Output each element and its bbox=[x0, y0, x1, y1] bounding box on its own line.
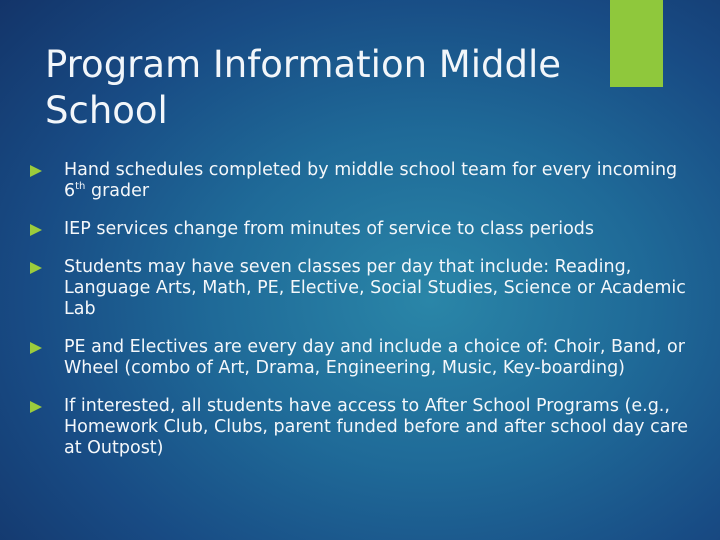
bullet-text: Students may have seven classes per day that include: Reading, Language Arts, Math, PE, Elective, Social Studies, Science or Academic Lab bbox=[64, 257, 686, 319]
bullet-item bbox=[30, 219, 690, 240]
bullet-text: Hand schedules completed by middle school team for every incoming 6 bbox=[64, 160, 678, 201]
bullet-list bbox=[30, 160, 690, 476]
slide-title: Program Information Middle School bbox=[45, 43, 562, 132]
bullet-item bbox=[30, 160, 690, 202]
triangle-bullet-icon bbox=[30, 165, 42, 177]
superscript: th bbox=[75, 181, 86, 193]
bullet-text: PE and Electives are every day and include a choice of: Choir, Band, or Wheel (combo of Art, Drama, Engineering, Music, Key-boarding) bbox=[64, 337, 685, 378]
triangle-bullet-icon bbox=[30, 401, 42, 413]
triangle-bullet-icon bbox=[30, 224, 42, 236]
triangle-bullet-icon bbox=[30, 262, 42, 274]
bullet-item bbox=[30, 396, 690, 459]
accent-bar bbox=[610, 0, 663, 87]
triangle-bullet-icon bbox=[30, 342, 42, 354]
bullet-text: If interested, all students have access to After School Programs (e.g., Homework Club, Clubs, parent funded before and after school day care at Outpost) bbox=[64, 396, 689, 458]
bullet-text-end: grader bbox=[85, 181, 150, 201]
bullet-item bbox=[30, 337, 690, 379]
bullet-text: IEP services change from minutes of service to class periods bbox=[64, 219, 595, 239]
bullet-item bbox=[30, 257, 690, 320]
